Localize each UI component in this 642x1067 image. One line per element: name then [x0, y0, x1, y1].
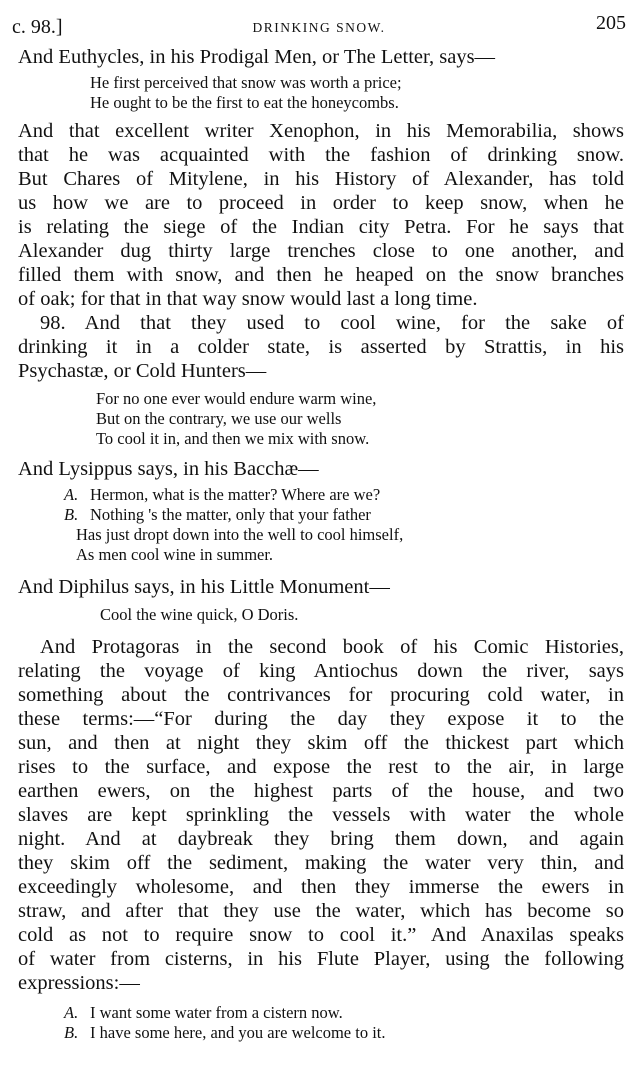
running-header: [12, 10, 626, 40]
verse-speech-line: [18, 505, 624, 525]
text-line: night. And at daybreak they bring them down, and again: [18, 828, 624, 850]
verse-line: He first perceived that snow was worth a price;: [90, 73, 402, 92]
text-line: they skim off the sediment, making the water very thin, and: [18, 852, 624, 874]
text-line: that he was acquainted with the fashion of drinking snow.: [18, 144, 624, 166]
verse-speech-line: [18, 1023, 624, 1043]
speaker-label: B.: [64, 505, 79, 524]
spacer: [18, 625, 624, 635]
speech-text: I have some here, and you are welcome to it.: [90, 1023, 386, 1042]
text-line: And Euthycles, in his Prodigal Men, or The Letter, says—: [18, 46, 496, 68]
text-line: earthen ewers, on the highest parts of the house, and two: [18, 780, 624, 802]
verse-line: As men cool wine in summer.: [76, 545, 274, 564]
text-line: us how we are to proceed in order to keep snow, when he: [18, 192, 624, 214]
text-line: expressions:—: [18, 972, 140, 994]
text-line: But Chares of Mitylene, in his History of Alexander, has told: [18, 168, 624, 190]
speaker-label: A.: [64, 485, 79, 504]
text-line: rises to the surface, and expose the rest to the air, in large: [18, 756, 624, 778]
text-line: And that excellent writer Xenophon, in his Memorabilia, shows: [18, 120, 624, 142]
speech-text: I want some water from a cistern now.: [90, 1003, 343, 1022]
spacer: [18, 565, 624, 575]
text-line: something about the contrivances for procuring cold water, in: [18, 684, 624, 706]
page-number: 205: [596, 12, 626, 34]
running-title: DRINKING SNOW.: [252, 20, 386, 35]
speaker-label: A.: [64, 1003, 79, 1022]
text-line: And Diphilus says, in his Little Monument—: [18, 576, 390, 598]
text-line: slaves are kept sprinkling the vessels with water the whole: [18, 804, 624, 826]
speech-text: Nothing 's the matter, only that your father: [90, 505, 371, 524]
text-line: is relating the siege of the Indian city Petra. For he says that: [18, 216, 624, 238]
text-line: drinking it in a colder state, is asserted by Strattis, in his: [18, 336, 624, 358]
chapter-reference: c. 98.]: [12, 16, 63, 38]
spacer: [18, 995, 624, 1003]
verse-line: To cool it in, and then we mix with snow.: [96, 429, 370, 448]
spacer: [18, 449, 624, 457]
page-body: [18, 45, 624, 1043]
text-line: cold as not to require snow to cool it.” And Anaxilas speaks: [18, 924, 624, 946]
text-line: Psychastæ, or Cold Hunters—: [18, 360, 267, 382]
text-line: And Lysippus says, in his Bacchæ—: [18, 458, 319, 480]
verse-line: Cool the wine quick, O Doris.: [100, 605, 299, 624]
verse-line: Has just dropt down into the well to cool himself,: [76, 525, 404, 544]
verse-line: He ought to be the first to eat the honeycombs.: [90, 93, 399, 112]
text-line: of water from cisterns, in his Flute Player, using the following: [18, 948, 624, 970]
verse-speech-line: [18, 485, 624, 505]
speech-text: Hermon, what is the matter? Where are we?: [90, 485, 381, 504]
text-line: relating the voyage of king Antiochus down the river, says: [18, 660, 624, 682]
text-line: 98. And that they used to cool wine, for the sake of: [40, 312, 624, 334]
verse-line: For no one ever would endure warm wine,: [96, 389, 377, 408]
text-line: straw, and after that they use the water, which has become so: [18, 900, 624, 922]
text-line: And Protagoras in the second book of his Comic Histories,: [40, 636, 624, 658]
text-line: sun, and then at night they skim off the thickest part which: [18, 732, 624, 754]
text-line: of oak; for that in that way snow would last a long time.: [18, 288, 478, 310]
text-line: exceedingly wholesome, and then they immerse the ewers in: [18, 876, 624, 898]
verse-speech-line: [18, 1003, 624, 1023]
verse-line: But on the contrary, we use our wells: [96, 409, 342, 428]
text-line: Alexander dug thirty large trenches close to one another, and: [18, 240, 624, 262]
speaker-label: B.: [64, 1023, 79, 1042]
text-line: filled them with snow, and then he heaped on the snow branches: [18, 264, 624, 286]
text-line: these terms:—“For during the day they expose it to the: [18, 708, 624, 730]
